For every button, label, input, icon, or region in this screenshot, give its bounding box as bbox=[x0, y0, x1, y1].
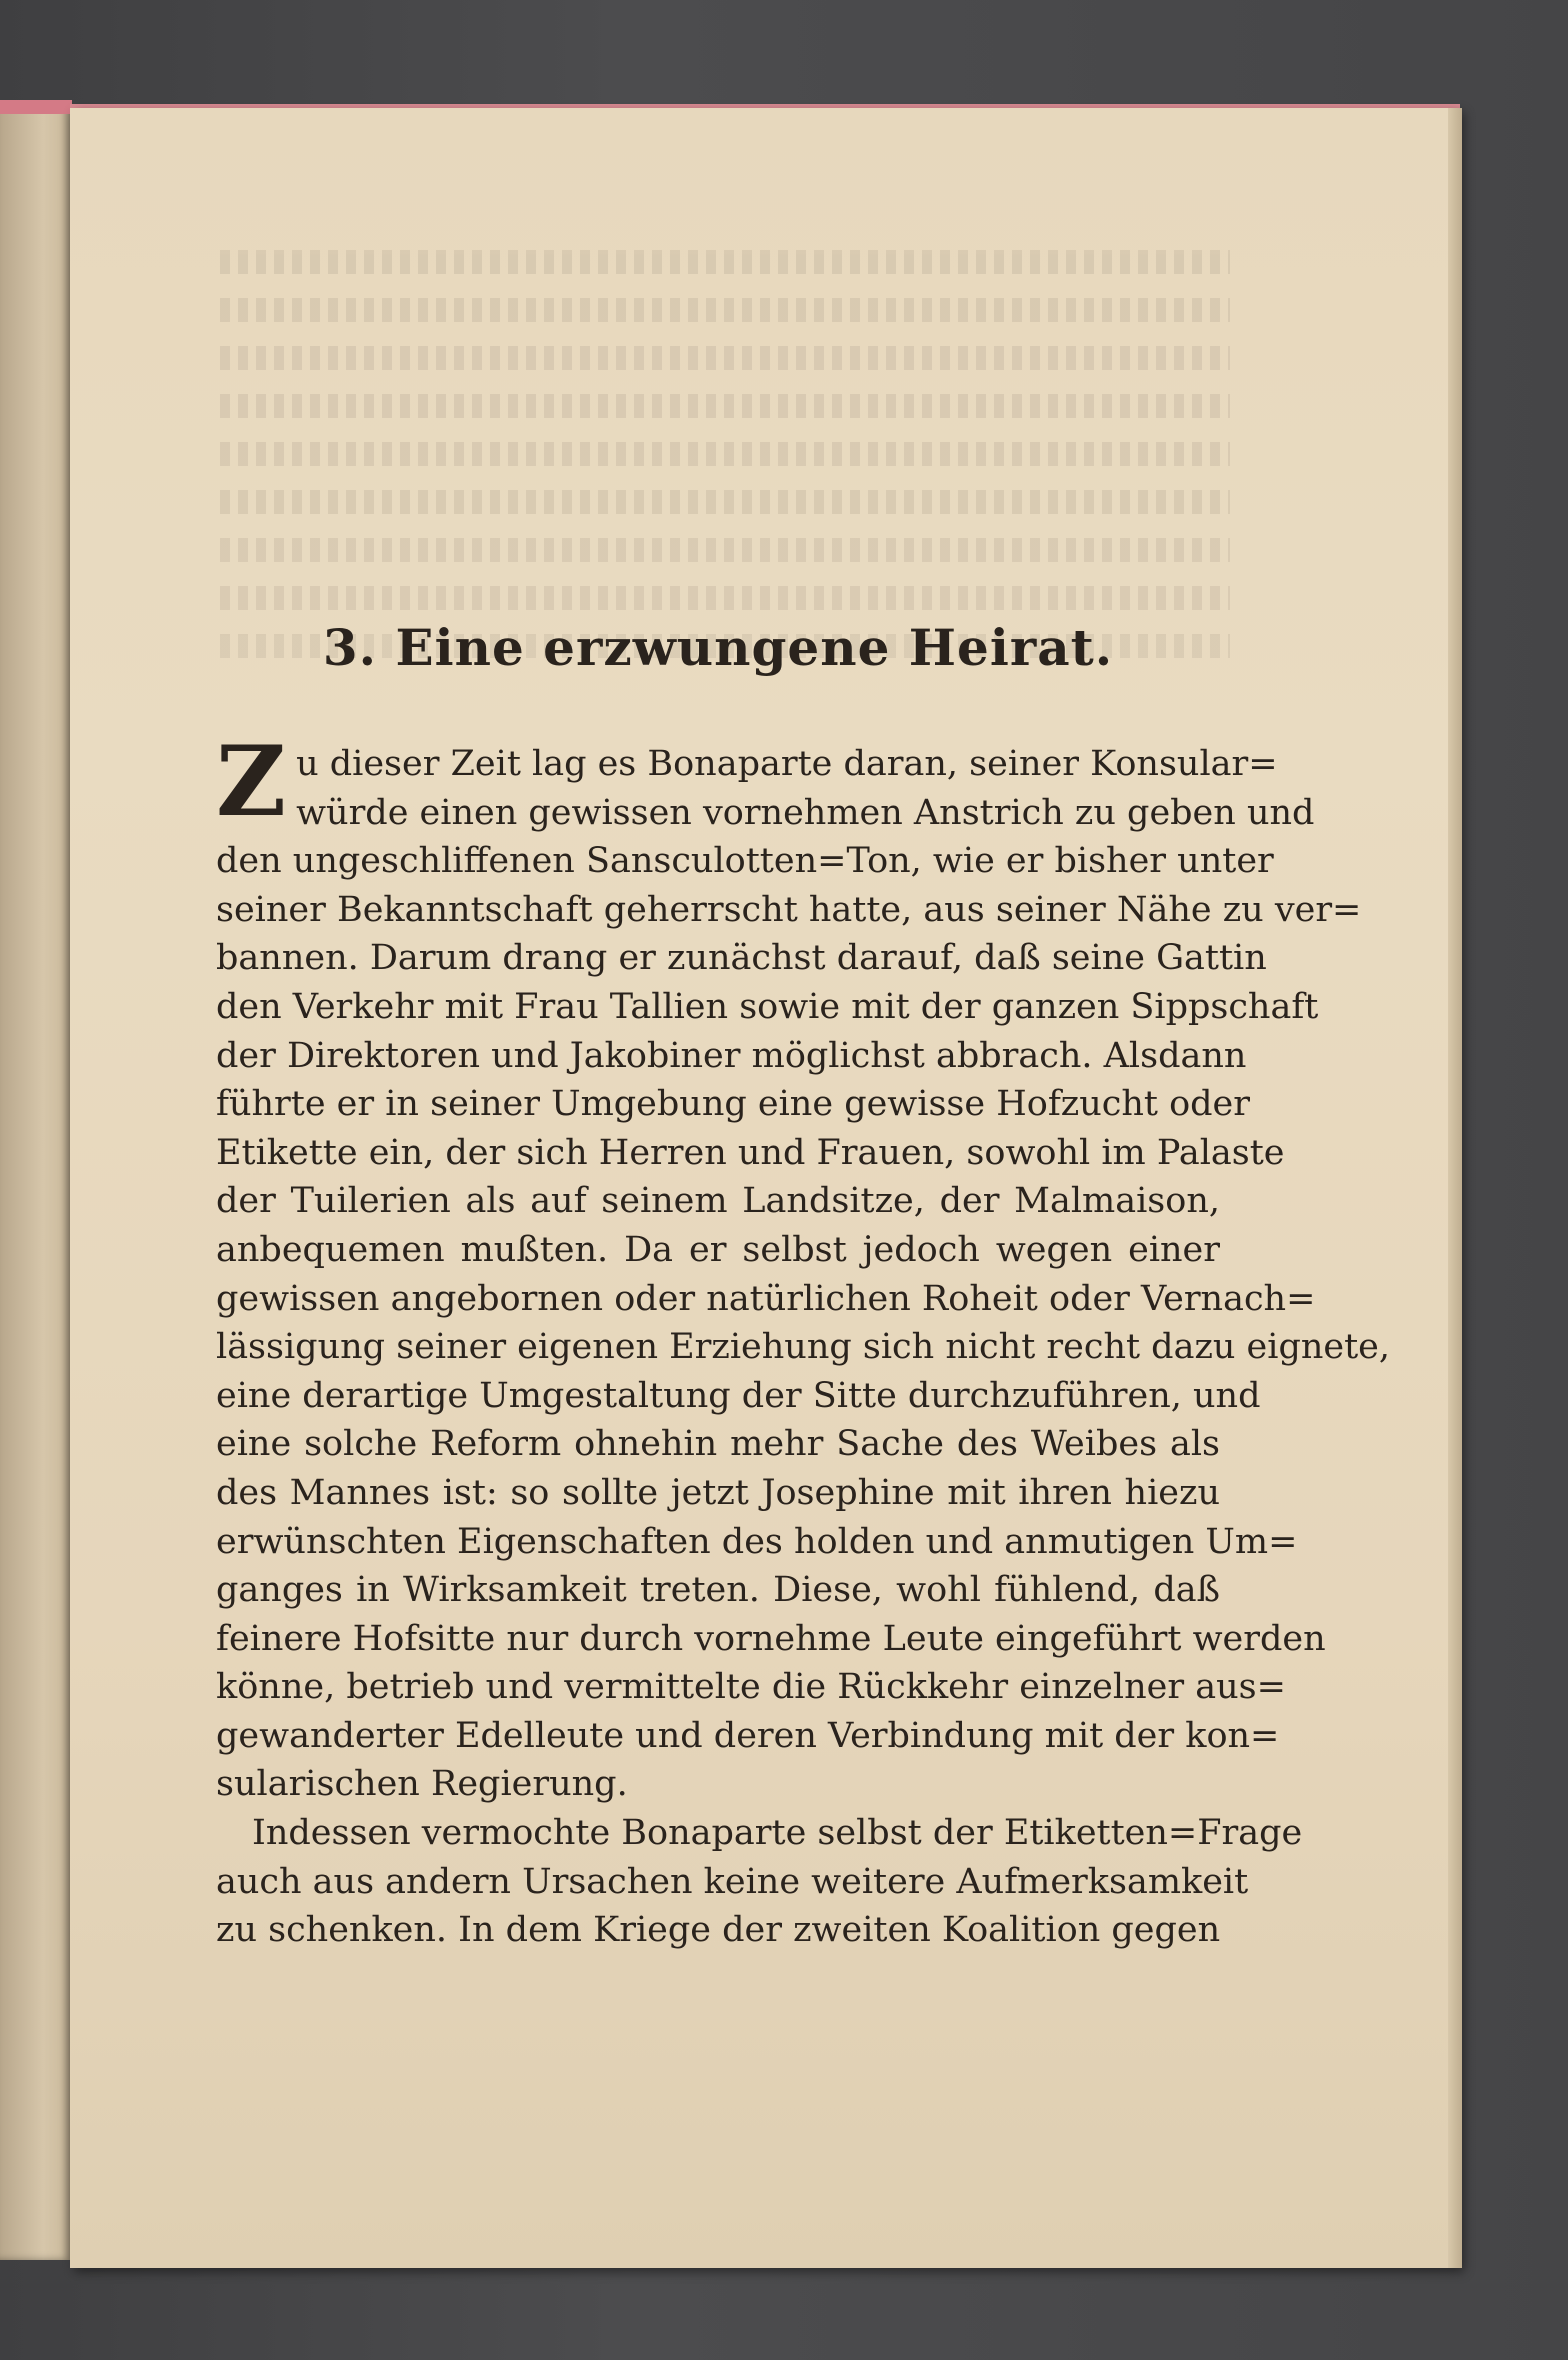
text-line: eine derartige Umgestaltung der Sitte durchzuführen, und bbox=[216, 1375, 1261, 1416]
text-line: ganges in Wirksamkeit treten. Diese, wohl fühlend, daß bbox=[216, 1570, 1220, 1611]
text-line: der Direktoren und Jakobiner möglichst abbrach. Alsdann bbox=[216, 1035, 1247, 1076]
drop-cap: Z bbox=[216, 725, 287, 838]
paragraph-2 bbox=[216, 1809, 1303, 1955]
text-line: des Mannes ist: so sollte jetzt Josephine mit ihren hiezu bbox=[216, 1472, 1220, 1513]
text-line: den Verkehr mit Frau Tallien sowie mit der ganzen Sippschaft bbox=[216, 986, 1319, 1027]
chapter-title: 3. Eine erzwungene Heirat. bbox=[322, 618, 1114, 677]
text-line: bannen. Darum drang er zunächst darauf, daß seine Gattin bbox=[216, 938, 1267, 979]
page-right-edge bbox=[1448, 108, 1462, 2268]
text-line: anbequemen mußten. Da er selbst jedoch wegen einer bbox=[216, 1229, 1220, 1270]
text-line: Indessen vermochte Bonaparte selbst der Etiketten=Frage bbox=[252, 1813, 1303, 1854]
previous-page-edge-red bbox=[0, 100, 72, 114]
text-line: auch aus andern Ursachen keine weitere Aufmerksamkeit bbox=[216, 1861, 1249, 1902]
paragraph-1 bbox=[216, 725, 1391, 1809]
text-line: würde einen gewissen vornehmen Anstrich zu geben und bbox=[296, 792, 1315, 833]
text-line: feinere Hofsitte nur durch vornehme Leute eingeführt werden bbox=[216, 1618, 1326, 1659]
text-line: könne, betrieb und vermittelte die Rückkehr einzelner aus= bbox=[216, 1667, 1286, 1708]
text-line: zu schenken. In dem Kriege der zweiten Koalition gegen bbox=[216, 1910, 1221, 1951]
text-line: sularischen Regierung. bbox=[216, 1764, 628, 1805]
text-line: gewanderter Edelleute und deren Verbindung mit der kon= bbox=[216, 1715, 1280, 1756]
previous-page-edge bbox=[0, 100, 72, 2260]
text-line: erwünschten Eigenschaften des holden und anmutigen Um= bbox=[216, 1521, 1298, 1562]
text-line: u dieser Zeit lag es Bonaparte daran, seiner Konsular= bbox=[296, 744, 1278, 784]
text-line: der Tuilerien als auf seinem Landsitze, der Malmaison, bbox=[216, 1181, 1220, 1222]
text-line: lässigung seiner eigenen Erziehung sich nicht recht dazu eignete, bbox=[216, 1327, 1391, 1368]
text-line: führte er in seiner Umgebung eine gewisse Hofzucht oder bbox=[216, 1084, 1251, 1125]
text-line: seiner Bekanntschaft geherrscht hatte, aus seiner Nähe zu ver= bbox=[216, 889, 1362, 930]
text-line: Etikette ein, der sich Herren und Frauen, sowohl im Palaste bbox=[216, 1132, 1285, 1173]
text-line: eine solche Reform ohnehin mehr Sache des Weibes als bbox=[216, 1424, 1220, 1465]
text-line: den ungeschliffenen Sansculotten=Ton, wie er bisher unter bbox=[216, 841, 1274, 882]
page-text bbox=[216, 618, 1391, 1955]
text-line: gewissen angebornen oder natürlichen Roheit oder Vernach= bbox=[216, 1278, 1316, 1319]
